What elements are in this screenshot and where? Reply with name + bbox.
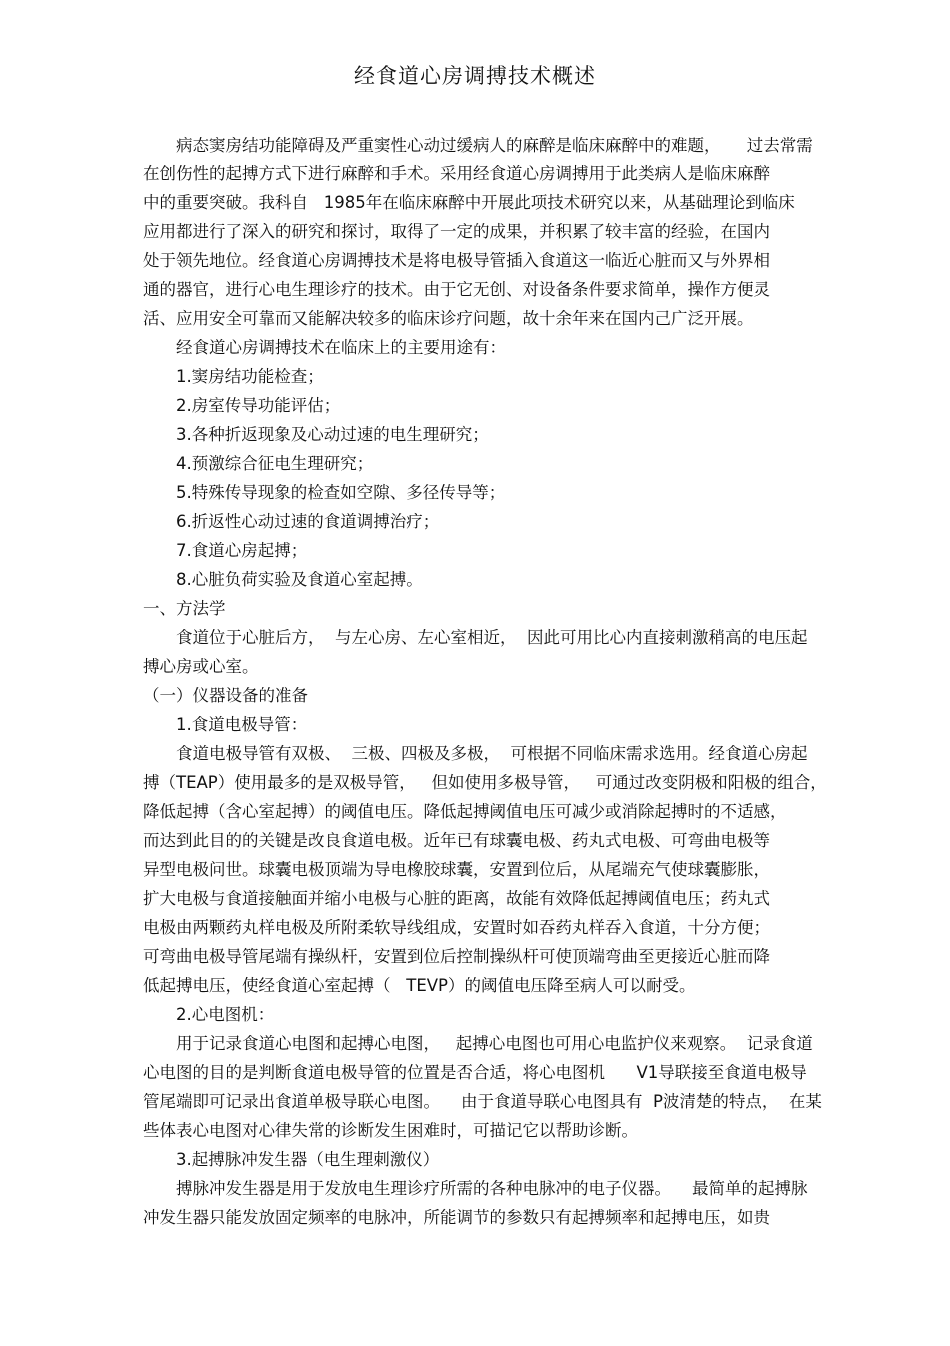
paragraph-line: 些体表心电图对心律失常的诊断发生困难时，可描记它以帮助诊断。 bbox=[143, 1121, 638, 1140]
section-heading: 一、方法学 bbox=[143, 599, 226, 618]
paragraph-line: 用于记录食道心电图和起搏心电图， 起搏心电图也可用心电监护仪来观察。 记录食道 bbox=[176, 1034, 813, 1053]
paragraph-line: 而达到此目的的关键是改良食道电极。近年已有球囊电极、药丸式电极、可弯曲电极等 bbox=[143, 831, 770, 850]
paragraph-line: 搏脉冲发生器是用于发放电生理诊疗所需的各种电脉冲的电子仪器。 最简单的起搏脉 bbox=[176, 1179, 808, 1198]
paragraph-line: 管尾端即可记录出食道单极导联心电图。 由于食道导联心电图具有 P波清楚的特点， 在某 bbox=[143, 1092, 822, 1111]
paragraph-line: 经食道心房调搏技术在临床上的主要用途有： bbox=[176, 338, 506, 357]
paragraph-line: 通的器官，进行心电生理诊疗的技术。由于它无创、对设备条件要求简单，操作方便灵 bbox=[143, 280, 770, 299]
paragraph-line: 冲发生器只能发放固定频率的电脉冲，所能调节的参数只有起搏频率和起搏电压，如贵 bbox=[143, 1208, 770, 1227]
paragraph-line: 电极由两颗药丸样电极及所附柔软导线组成，安置时如吞药丸样吞入食道，十分方便； bbox=[143, 918, 770, 937]
subsection-heading: （一）仪器设备的准备 bbox=[143, 686, 308, 705]
list-item: 1.窦房结功能检查； bbox=[176, 367, 324, 386]
paragraph-line: 异型电极问世。球囊电极顶端为导电橡胶球囊，安置到位后，从尾端充气使球囊膨胀， bbox=[143, 860, 770, 879]
list-item: 7.食道心房起搏； bbox=[176, 541, 308, 560]
item-heading: 1.食道电极导管： bbox=[176, 715, 308, 734]
paragraph-line: 食道电极导管有双极、 三极、四极及多极， 可根据不同临床需求选用。经食道心房起 bbox=[176, 744, 808, 763]
paragraph-line: 活、应用安全可靠而又能解决较多的临床诊疗问题，故十余年来在国内己广泛开展。 bbox=[143, 309, 754, 328]
paragraph-line: 可弯曲电极导管尾端有操纵杆，安置到位后控制操纵杆可使顶端弯曲至更接近心脏而降 bbox=[143, 947, 770, 966]
list-item: 4.预激综合征电生理研究； bbox=[176, 454, 374, 473]
paragraph-line: 降低起搏（含心室起搏）的阈值电压。降低起搏阈值电压可减少或消除起搏时的不适感， bbox=[143, 802, 787, 821]
paragraph-line: 在创伤性的起搏方式下进行麻醉和手术。采用经食道心房调搏用于此类病人是临床麻醉 bbox=[143, 164, 770, 183]
list-item: 2.房室传导功能评估； bbox=[176, 396, 341, 415]
paragraph-line: 应用都进行了深入的研究和探讨，取得了一定的成果，并积累了较丰富的经验，在国内 bbox=[143, 222, 770, 241]
list-item: 3.各种折返现象及心动过速的电生理研究； bbox=[176, 425, 489, 444]
list-item: 5.特殊传导现象的检查如空隙、多径传导等； bbox=[176, 483, 506, 502]
paragraph-line: 食道位于心脏后方， 与左心房、左心室相近， 因此可用比心内直接刺激稍高的电压起 bbox=[176, 628, 808, 647]
list-item: 6.折返性心动过速的食道调搏治疗； bbox=[176, 512, 440, 531]
paragraph-line: 心电图的目的是判断食道电极导管的位置是否合适，将心电图机 V1导联接至食道电极导 bbox=[143, 1063, 807, 1082]
paragraph-line: 搏（TEAP）使用最多的是双极导管， 但如使用多极导管， 可通过改变阴极和阳极的组合， bbox=[143, 773, 827, 792]
paragraph-line: 病态窦房结功能障碍及严重窦性心动过缓病人的麻醉是临床麻醉中的难题， 过去常需 bbox=[176, 136, 813, 155]
item-heading: 2.心电图机： bbox=[176, 1005, 275, 1024]
document-title: 经食道心房调搏技术概述 bbox=[354, 64, 596, 88]
list-item: 8.心脏负荷实验及食道心室起搏。 bbox=[176, 570, 423, 589]
paragraph-line: 搏心房或心室。 bbox=[143, 657, 259, 676]
paragraph-line: 处于领先地位。经食道心房调搏技术是将电极导管插入食道这一临近心脏而又与外界相 bbox=[143, 251, 770, 270]
item-heading: 3.起搏脉冲发生器（电生理刺激仪） bbox=[176, 1150, 440, 1169]
paragraph-line: 扩大电极与食道接触面并缩小电极与心脏的距离，故能有效降低起搏阈值电压；药丸式 bbox=[143, 889, 770, 908]
paragraph-line: 低起搏电压，使经食道心室起搏（ TEVP）的阈值电压降至病人可以耐受。 bbox=[143, 976, 696, 995]
paragraph-line: 中的重要突破。我科自 1985年在临床麻醉中开展此项技术研究以来，从基础理论到临床 bbox=[143, 193, 795, 212]
